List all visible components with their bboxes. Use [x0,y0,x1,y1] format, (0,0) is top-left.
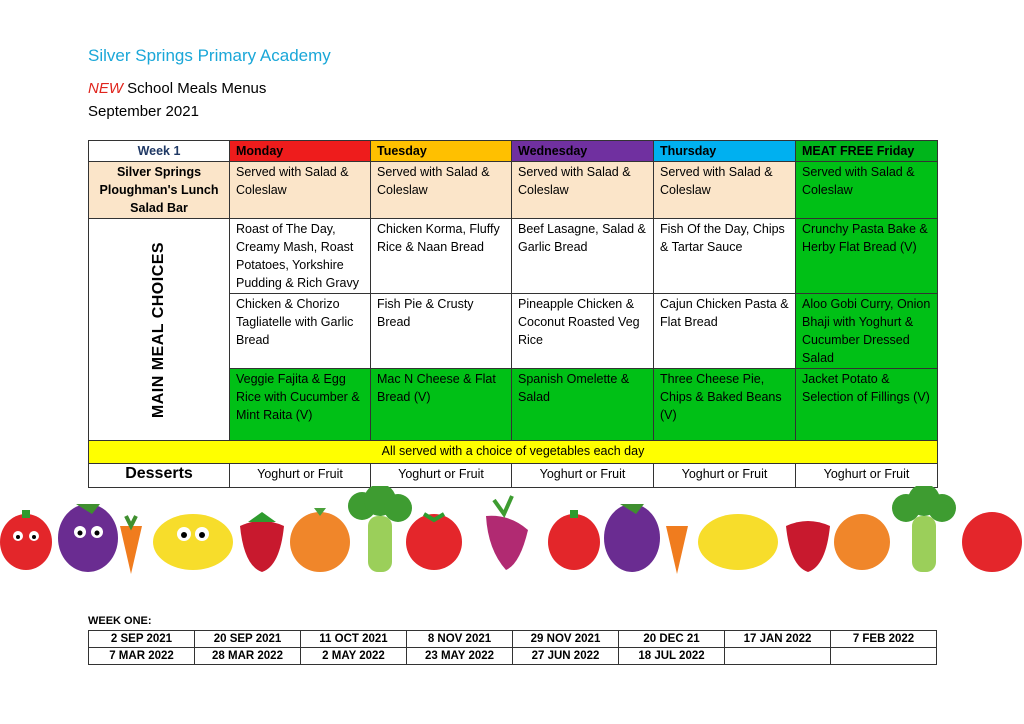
dates-table [88,630,937,665]
main-meal-row [89,219,938,294]
meal-cell: Spanish Omelette & Salad [512,369,654,441]
broccoli-character-icon [892,486,956,572]
date-cell: 17 JAN 2022 [725,631,831,648]
dessert-cell: Yoghurt or Fruit [796,464,938,488]
day-header-thursday: Thursday [654,141,796,162]
meal-cell: Roast of The Day, Creamy Mash, Roast Potatoes, Yorkshire Pudding & Rich Gravy [230,219,371,294]
dates-row [89,648,937,665]
week-label: Week 1 [89,141,230,162]
orange-character-icon [834,514,890,570]
menu-title-text: School Meals Menus [123,80,267,97]
broccoli-character-icon [348,486,412,572]
date-cell: 2 SEP 2021 [89,631,195,648]
menu-date: September 2021 [88,103,199,120]
meal-cell: Pineapple Chicken & Coconut Roasted Veg Rice [512,294,654,369]
desserts-row [89,464,938,488]
date-cell: 28 MAR 2022 [195,648,301,665]
date-cell: 29 NOV 2021 [513,631,619,648]
meal-cell: Jacket Potato & Selection of Fillings (V) [796,369,938,441]
date-cell: 11 OCT 2021 [301,631,407,648]
dates-row [89,631,937,648]
aubergine-character-icon [58,504,118,572]
beetroot-character-icon [486,496,528,570]
salad-cell: Served with Salad & Coleslaw [230,162,371,219]
salad-row [89,162,938,219]
date-cell: 2 MAY 2022 [301,648,407,665]
date-cell [831,648,937,665]
dessert-cell: Yoghurt or Fruit [230,464,371,488]
day-header-monday: Monday [230,141,371,162]
salad-cell: Served with Salad & Coleslaw [371,162,512,219]
date-cell: 7 FEB 2022 [831,631,937,648]
meal-cell: Cajun Chicken Pasta & Flat Bread [654,294,796,369]
menu-header-row [89,141,938,162]
meal-cell: Beef Lasagne, Salad & Garlic Bread [512,219,654,294]
orange-character-icon [290,508,350,572]
desserts-label: Desserts [89,464,230,488]
strawberry-character-icon [786,521,830,572]
tomato-character-icon [406,514,462,570]
date-cell: 18 JUL 2022 [619,648,725,665]
aubergine-character-icon [604,504,660,572]
date-cell [725,648,831,665]
meal-cell: Chicken Korma, Fluffy Rice & Naan Bread [371,219,512,294]
date-cell: 27 JUN 2022 [513,648,619,665]
meal-cell: Chicken & Chorizo Tagliatelle with Garlic Bread [230,294,371,369]
meal-cell: Fish Of the Day, Chips & Tartar Sauce [654,219,796,294]
salad-cell: Served with Salad & Coleslaw [654,162,796,219]
salad-cell: Served with Salad & Coleslaw [796,162,938,219]
pepper-character-icon [0,510,52,570]
salad-cell: Served with Salad & Coleslaw [512,162,654,219]
meal-cell: Crunchy Pasta Bake & Herby Flat Bread (V) [796,219,938,294]
vegetables-note-row [89,441,938,464]
date-cell: 20 SEP 2021 [195,631,301,648]
day-header-tuesday: Tuesday [371,141,512,162]
meal-cell: Mac N Cheese & Flat Bread (V) [371,369,512,441]
date-cell: 7 MAR 2022 [89,648,195,665]
dessert-cell: Yoghurt or Fruit [654,464,796,488]
meal-cell: Veggie Fajita & Egg Rice with Cucumber & Mint Raita (V) [230,369,371,441]
vegetables-note: All served with a choice of vegetables each day [89,441,938,464]
strawberry-character-icon [240,512,284,572]
carrot-character-icon [666,526,688,574]
meal-cell: Three Cheese Pie, Chips & Baked Beans (V) [654,369,796,441]
meal-cell: Aloo Gobi Curry, Onion Bhaji with Yoghurt & Cucumber Dressed Salad [796,294,938,369]
main-meal-label-cell [89,219,230,441]
dessert-cell: Yoghurt or Fruit [512,464,654,488]
lemon-character-icon [698,514,778,570]
dessert-cell: Yoghurt or Fruit [371,464,512,488]
school-title: Silver Springs Primary Academy [88,46,331,65]
menu-table [88,140,938,488]
day-header-wednesday: Wednesday [512,141,654,162]
pepper-character-icon [548,510,600,570]
salad-bar-label: Silver Springs Ploughman's Lunch Salad Bar [89,162,230,219]
vegetable-characters-banner [0,486,1024,578]
date-cell: 8 NOV 2021 [407,631,513,648]
tomato-character-icon [962,512,1022,572]
date-cell: 20 DEC 21 [619,631,725,648]
new-tag: NEW [88,80,123,97]
day-header-friday: MEAT FREE Friday [796,141,938,162]
date-cell: 23 MAY 2022 [407,648,513,665]
meal-cell: Fish Pie & Crusty Bread [371,294,512,369]
week-one-label: WEEK ONE: [88,615,152,627]
carrot-character-icon [120,516,142,574]
lemon-character-icon [153,514,233,570]
main-meal-label: MAIN MEAL CHOICES [150,241,167,418]
menu-title [88,80,266,97]
